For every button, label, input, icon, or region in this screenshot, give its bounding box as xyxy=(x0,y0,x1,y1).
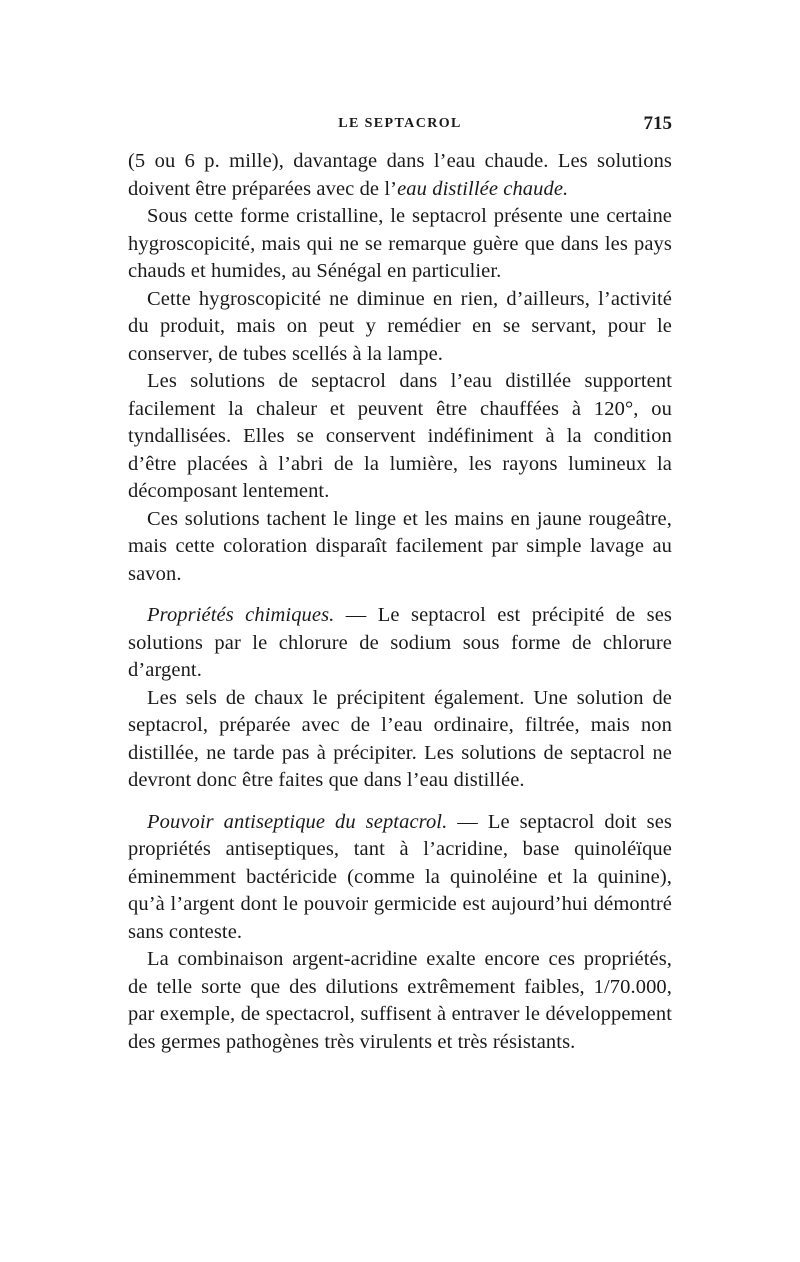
paragraph-silver-acridine: La combinaison argent-acridine exalte encore ces propriétés, de telle sorte que des dilutions extrêmement faibles, 1/70.000, par exemple, de spectacrol, suffisent à entraver le développement des germes pathogènes très virulents et très résistants. xyxy=(128,948,672,1053)
emphasis-text: eau distillée chaude. xyxy=(397,177,569,200)
paragraph-hygroscopicity: Sous cette forme cristalline, le septacrol présente une certaine hygroscopicité, mais qui ne se remarque guère que dans les pays chauds et humides, au Sénégal en particulier. xyxy=(128,205,672,282)
paragraph-antiseptic-power xyxy=(128,809,672,947)
paragraph-staining: Ces solutions tachent le linge et les mains en jaune rougeâtre, mais cette coloration disparaît facilement par simple lavage au savon. xyxy=(128,507,672,585)
paragraph-heat-resistance: Les solutions de septacrol dans l’eau distillée supportent facilement la chaleur et peuvent être chauffées à 120°, ou tyndallisées. Elles se conservent indéfiniment à la condition d’être placées à l’abri de la lumière, les rayons lumineux la décomposant lentement. xyxy=(128,370,672,502)
paragraph-text: — Le septacrol est précipité de ses solutions par le chlorure de sodium sous forme de chlorure d’argent. xyxy=(128,604,672,681)
paragraph-solutions-preparation xyxy=(128,148,672,203)
paragraph-chemical-properties xyxy=(128,602,672,685)
page-number: 715 xyxy=(643,113,672,134)
paragraph-lime-salts: Les sels de chaux le précipitent également. Une solution de septacrol, préparée avec de l’eau ordinaire, filtrée, mais non distillée, ne tarde pas à précipiter. Les solutions de septacrol ne devront donc être faites que dans l’eau distillée. xyxy=(128,686,672,791)
section-heading-chemical-properties: Propriétés chimiques. xyxy=(147,604,335,626)
running-title: LE SEPTACROL xyxy=(338,116,462,131)
section-heading-antiseptic-power: Pouvoir antiseptique du septacrol. xyxy=(147,810,448,833)
paragraph-text: — Le septacrol doit ses propriétés antiseptiques, tant à l’acridine, base quinoléïque éminemment bactéricide (comme la quinoléine et la quinine), qu’à l’argent dont le pouvoir germicide est aujourd’hui démontré sans conteste. xyxy=(128,810,673,943)
paragraph-activity: Cette hygroscopicité ne diminue en rien, d’ailleurs, l’activité du produit, mais on peut y remédier en se servant, pour le conserver, de tubes scellés à la lampe. xyxy=(128,287,672,365)
paragraph-text: (5 ou 6 p. mille), davantage dans l’eau chaude. Les solutions doivent être préparées avec de l’ xyxy=(128,150,672,200)
page-header xyxy=(128,113,672,138)
body-text xyxy=(128,148,672,1056)
